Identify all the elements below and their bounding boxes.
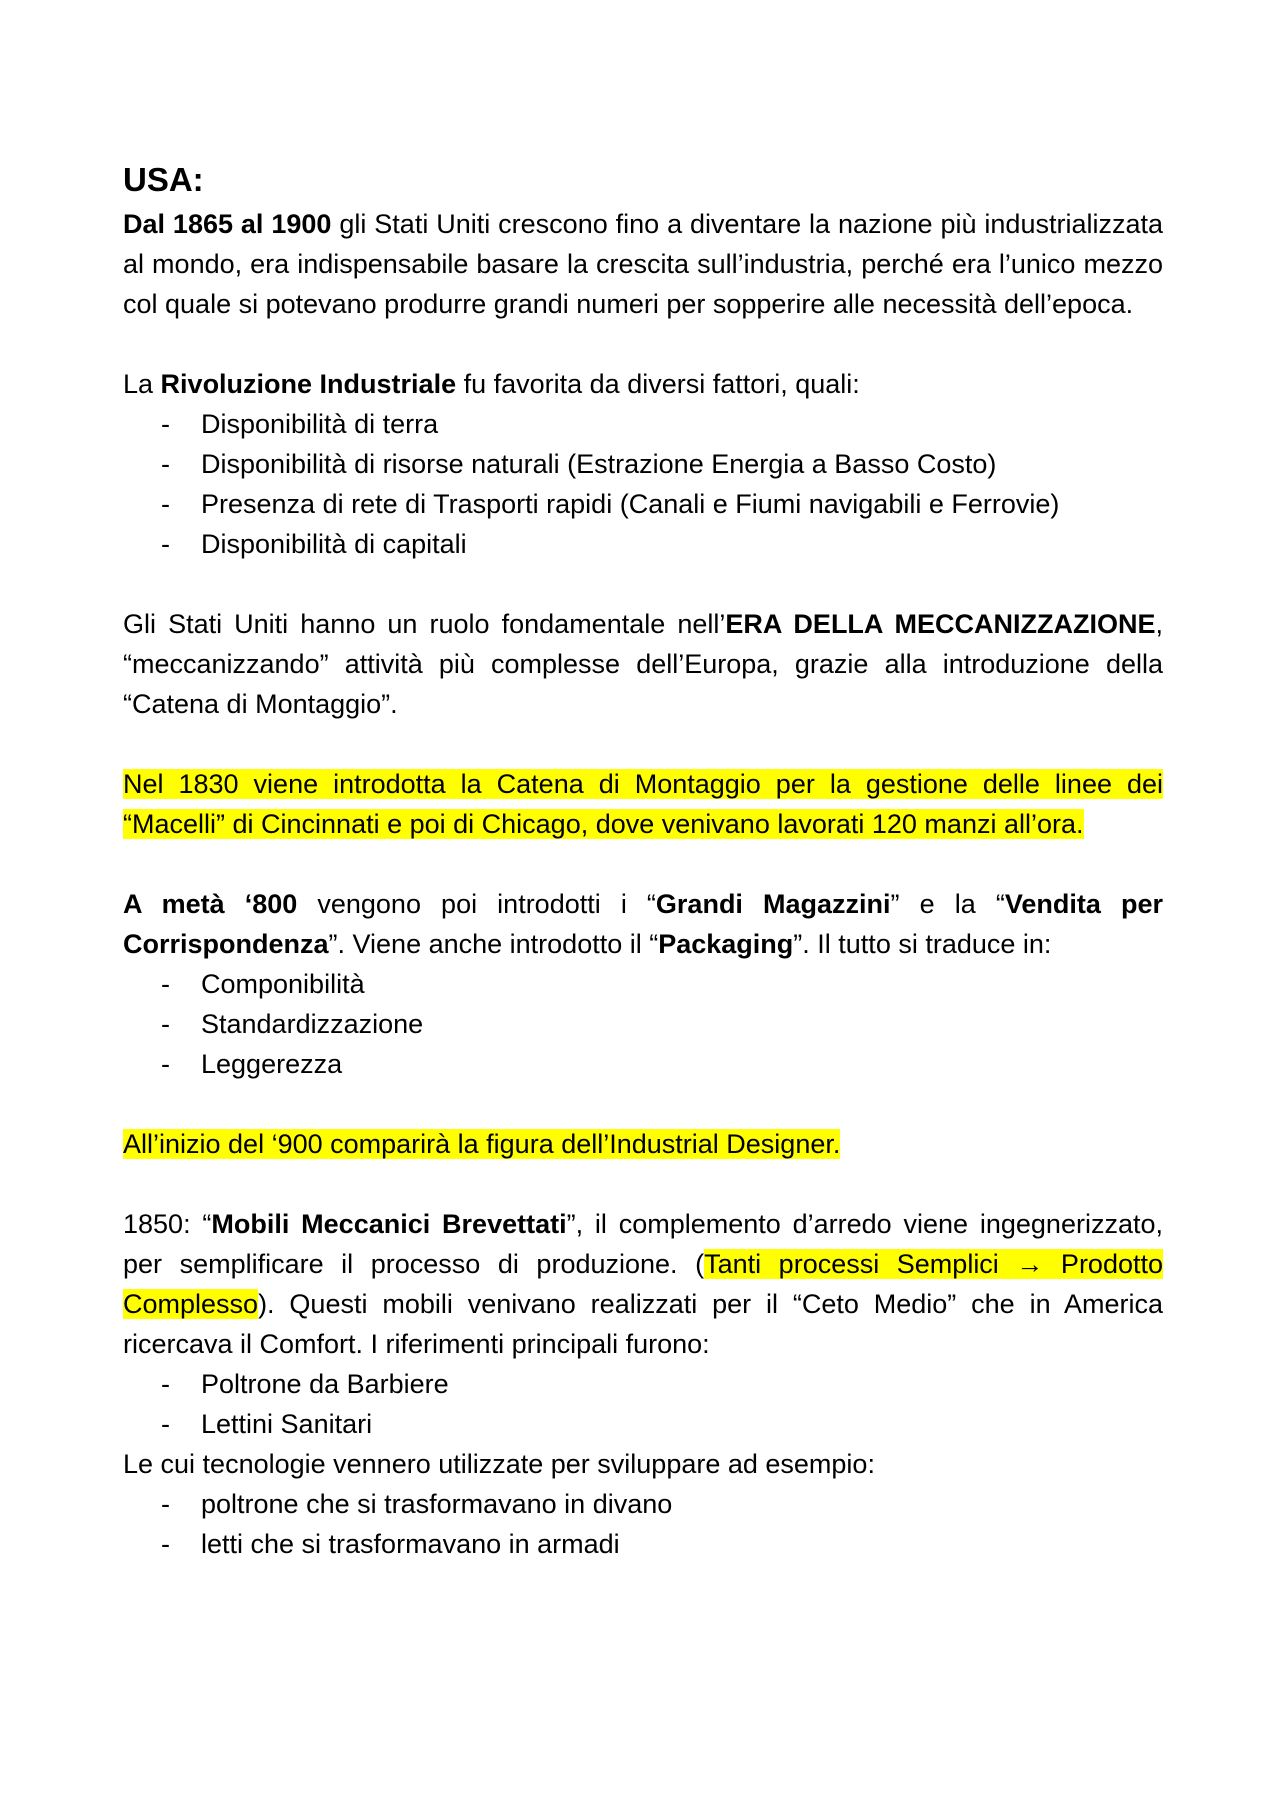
text: ”. Viene anche introdotto il “: [328, 929, 659, 959]
list-item: [123, 1044, 1163, 1084]
text: fu favorita da diversi fattori, quali:: [456, 369, 860, 399]
text: gli Stati Uniti crescono fino a diventare la nazione più industrializzata al mondo, era indispensabile basare la crescita sull’industria, perché era l’unico mezzo col quale si potevano produrre grandi numeri per sopperire alle necessità dell’epoca.: [123, 209, 1163, 319]
list-item: [123, 964, 1163, 1004]
list-item-text: letti che si trasformavano in armadi: [201, 1529, 620, 1559]
list-examples: [123, 1484, 1163, 1564]
highlighted-text: Tanti processi Semplici → Prodotto Complesso: [123, 1249, 1163, 1319]
text: vengono poi introdotti i “: [297, 889, 656, 919]
text: , “meccanizzando” attività più complesse dell’Europa, grazie alla introduzione della “Catena di Montaggio”.: [123, 609, 1163, 719]
list-item-text: Standardizzazione: [201, 1009, 424, 1039]
list-item-text: Lettini Sanitari: [201, 1409, 373, 1439]
paragraph-mobili: [123, 1204, 1163, 1364]
bold-text: ERA DELLA MECCANIZZAZIONE: [725, 609, 1156, 639]
dash-bullet: -: [161, 969, 170, 999]
paragraph-intro: [123, 204, 1163, 324]
text: ). Questi mobili venivano realizzati per il “Ceto Medio” che in America ricercava il Comfort. I riferimenti principali furono:: [123, 1289, 1163, 1359]
paragraph-catena-highlight: [123, 764, 1163, 844]
text: Le cui tecnologie vennero utilizzate per sviluppare ad esempio:: [123, 1449, 875, 1479]
list-item-text: Disponibilità di capitali: [201, 529, 467, 559]
document-body: [123, 156, 1163, 1564]
page-title: USA:: [123, 161, 204, 198]
list-item-text: Presenza di rete di Trasporti rapidi (Canali e Fiumi navigabili e Ferrovie): [201, 489, 1060, 519]
list-item: [123, 1484, 1163, 1524]
list-item: [123, 404, 1163, 444]
highlighted-text: All’inizio del ‘900 comparirà la figura dell’Industrial Designer.: [123, 1129, 841, 1159]
list-item-text: Leggerezza: [201, 1049, 343, 1079]
list-results: [123, 964, 1163, 1084]
dash-bullet: -: [161, 489, 170, 519]
paragraph-meta-800: [123, 884, 1163, 964]
text: ”. Il tutto si traduce in:: [793, 929, 1052, 959]
text: ” e la “: [890, 889, 1005, 919]
text: Gli Stati Uniti hanno un ruolo fondamentale nell’: [123, 609, 726, 639]
dash-bullet: -: [161, 1009, 170, 1039]
dash-bullet: -: [161, 449, 170, 479]
list-item: [123, 1404, 1163, 1444]
dash-bullet: -: [161, 1409, 170, 1439]
list-item: [123, 484, 1163, 524]
text: 1850: “: [123, 1209, 212, 1239]
paragraph-rivoluzione: [123, 364, 1163, 404]
list-item-text: poltrone che si trasformavano in divano: [201, 1489, 673, 1519]
bold-text: Packaging: [658, 929, 794, 959]
paragraph-designer-highlight: [123, 1124, 1163, 1164]
dash-bullet: -: [161, 1049, 170, 1079]
list-item-text: Poltrone da Barbiere: [201, 1369, 449, 1399]
bold-text: Dal 1865 al 1900: [123, 209, 332, 239]
bold-text: Rivoluzione Industriale: [160, 369, 457, 399]
text: ”, il complemento d’arredo viene ingegnerizzato, per semplificare il processo di produzione. (: [123, 1209, 1163, 1279]
list-item: [123, 524, 1163, 564]
bold-text: A metà ‘800: [123, 889, 298, 919]
bold-text: Mobili Meccanici Brevettati: [211, 1209, 567, 1239]
highlighted-text: Nel 1830 viene introdotta la Catena di Montaggio per la gestione delle linee dei “Macelli” di Cincinnati e poi di Chicago, dove venivano lavorati 120 manzi all’ora.: [123, 769, 1163, 839]
dash-bullet: -: [161, 1489, 170, 1519]
paragraph-meccanizzazione: [123, 604, 1163, 724]
text: La: [123, 369, 161, 399]
list-item: [123, 1524, 1163, 1564]
dash-bullet: -: [161, 1529, 170, 1559]
list-item-text: Disponibilità di risorse naturali (Estrazione Energia a Basso Costo): [201, 449, 997, 479]
bold-text: Grandi Magazzini: [655, 889, 891, 919]
paragraph-tecnologie: [123, 1444, 1163, 1484]
list-item: [123, 1004, 1163, 1044]
list-item-text: Disponibilità di terra: [201, 409, 439, 439]
list-item: [123, 1364, 1163, 1404]
list-factors: [123, 404, 1163, 564]
dash-bullet: -: [161, 529, 170, 559]
list-references: [123, 1364, 1163, 1444]
list-item-text: Componibilità: [201, 969, 365, 999]
list-item: [123, 444, 1163, 484]
dash-bullet: -: [161, 409, 170, 439]
dash-bullet: -: [161, 1369, 170, 1399]
bold-text: Vendita per Corrispondenza: [123, 889, 1163, 959]
